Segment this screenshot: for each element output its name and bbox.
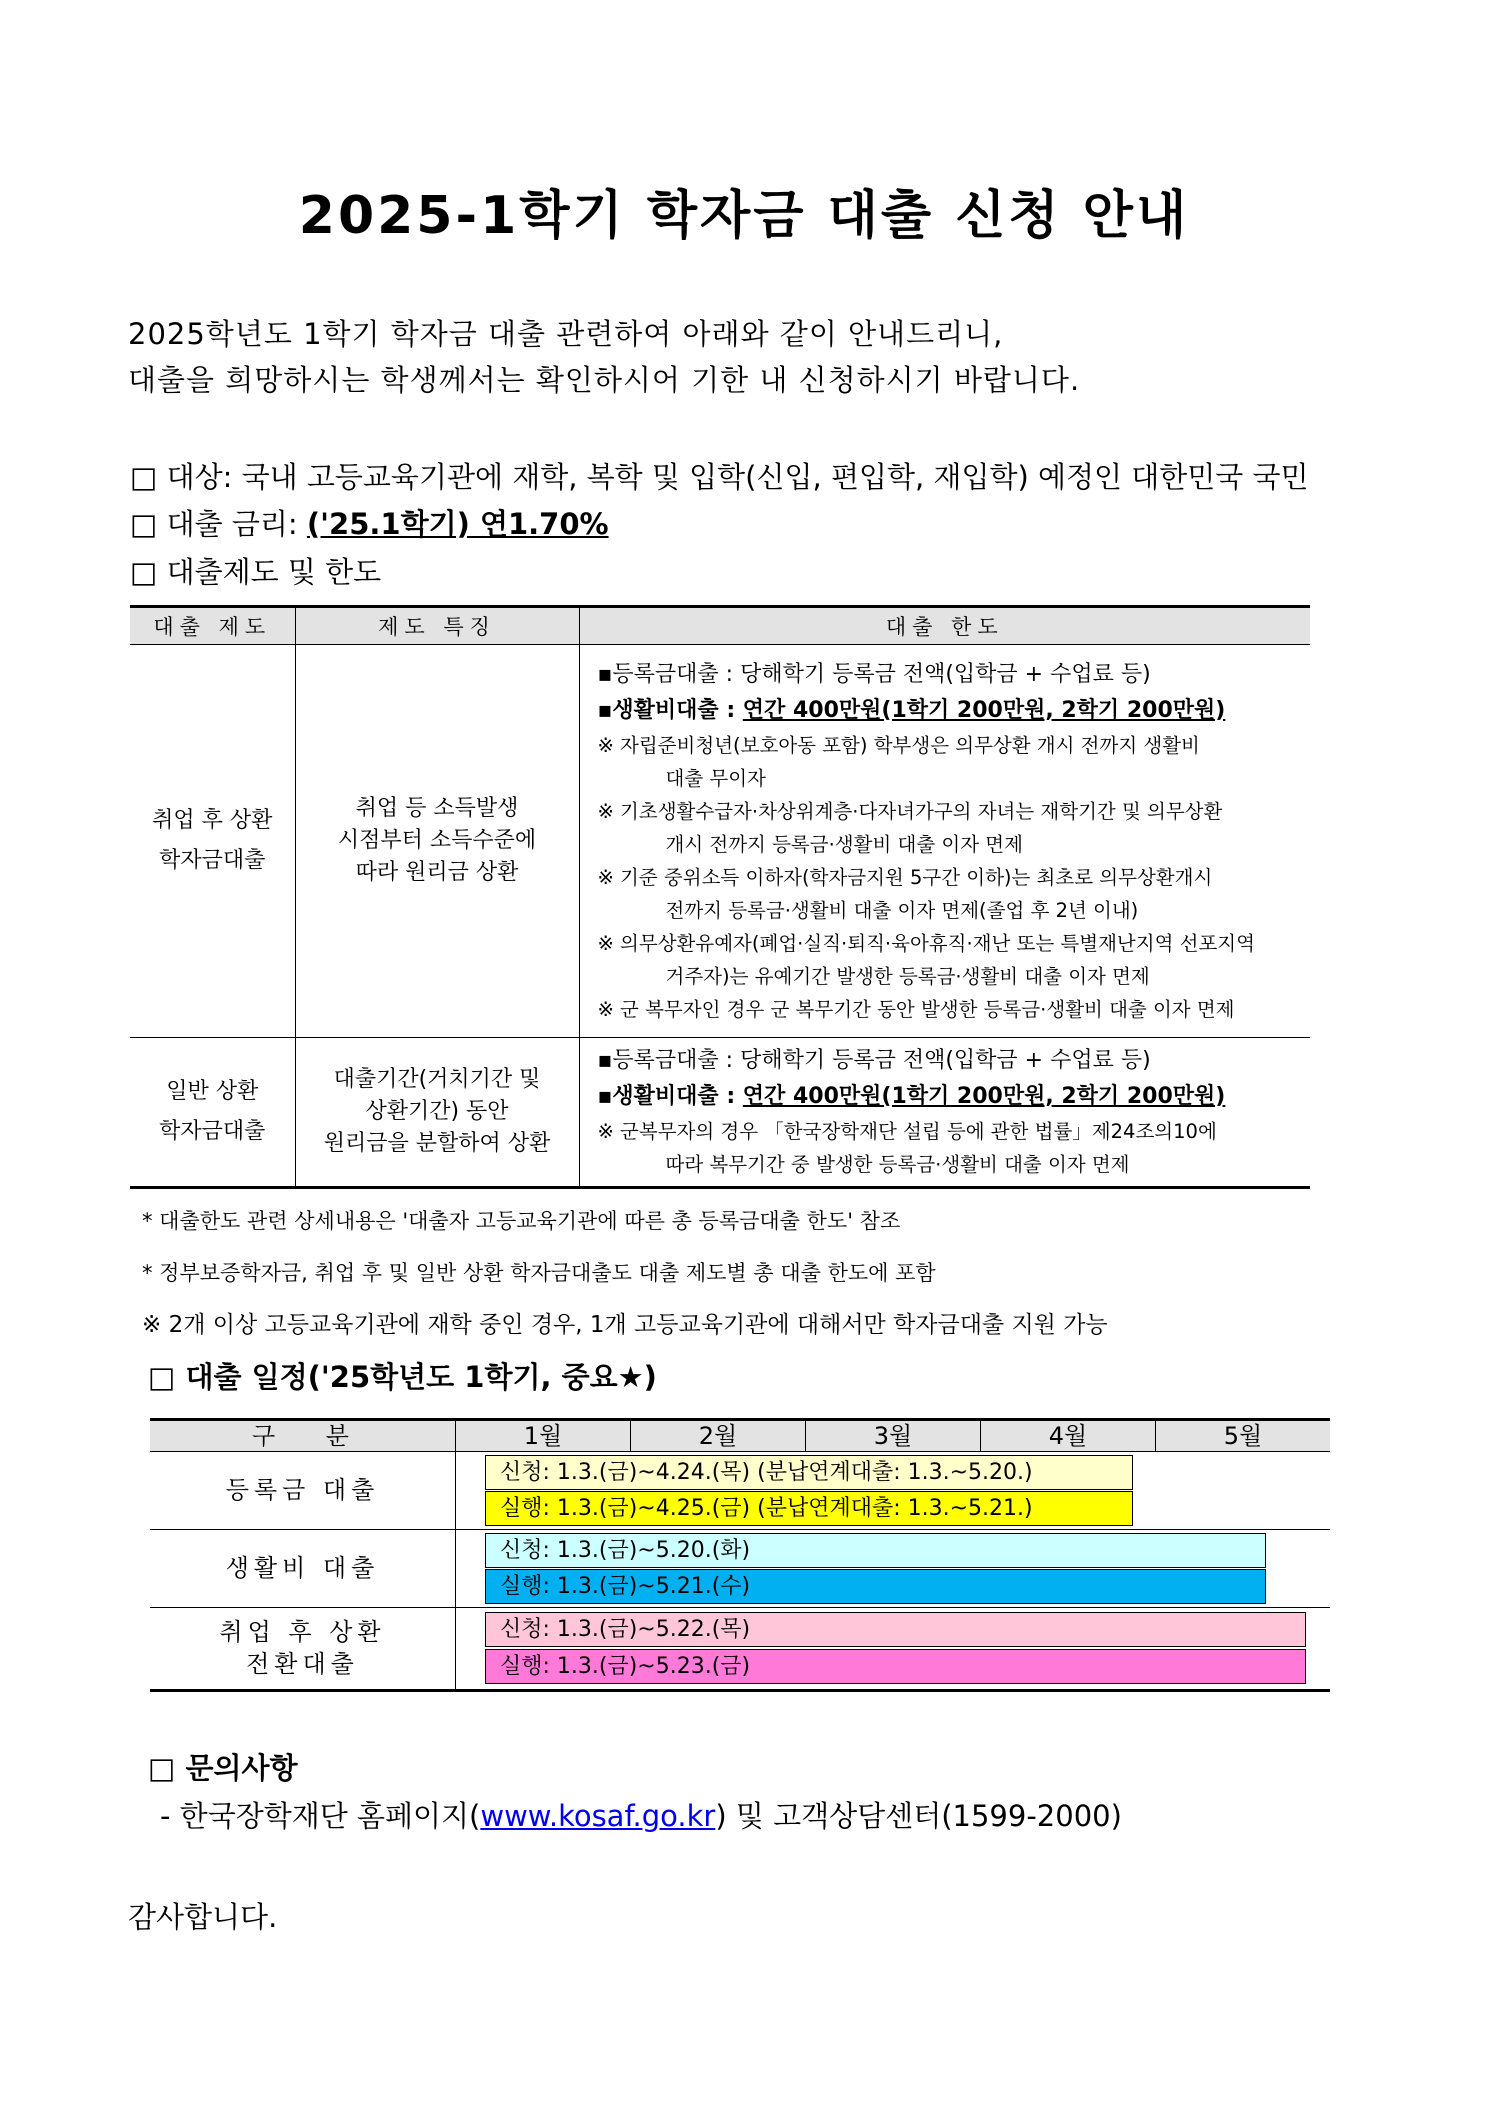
note-line: ※ 의무상환유예자(폐업·실직·퇴직·육아휴직·재난 또는 특별재난지역 선포지역 [597,931,1255,955]
note-line: ※ 기초생활수급자·차상위계층·다자녀가구의 자녀는 재학기간 및 의무상환 [597,799,1223,823]
schedule-row-rule [150,1607,1330,1608]
living-apply-period: 신청: 1.3.(금)~5.20.(화) [485,1533,1266,1568]
tuition-apply-period: 신청: 1.3.(금)~4.24.(목) (분납연계대출: 1.3.~5.20.) [485,1455,1133,1490]
closing-text: 감사합니다. [128,1900,278,1934]
limit-cell [579,645,1310,1038]
schedule-bottom-rule [150,1689,1330,1692]
schedule-col-header: 구 분 [150,1421,455,1451]
schedule-table [150,1418,1330,1692]
tuition-limit: ▪등록금대출 : 당해학기 등록금 전액(입학금 + 수업료 등) [597,1048,1151,1073]
living-label: ▪생활비대출 : [597,1084,743,1109]
conversion-apply-period: 신청: 1.3.(금)~5.22.(목) [485,1612,1306,1647]
living-value: 연간 400만원(1학기 200만원, 2학기 200만원) [742,697,1226,723]
loan-type-cell [130,1038,295,1188]
loan-type-line2: 학자금대출 [159,848,266,873]
schedule-row-label: 등록금 대출 [225,1476,380,1504]
loan-type-line2: 학자금대출 [159,1119,266,1144]
loan-system-table [130,605,1310,1189]
table-row [130,1038,1310,1188]
header-feature: 제도 특징 [295,607,579,645]
note-line: 전까지 등록금·생활비 대출 이자 면제(졸업 후 2년 이내) [665,898,1139,922]
note-line: 거주자)는 유예기간 발생한 등록금·생활비 대출 이자 면제 [665,964,1150,988]
footnote-3: ※ 2개 이상 고등교육기관에 재학 중인 경우, 1개 고등교육기관에 대해서만 학자금대출 지원 가능 [142,1312,1108,1338]
feature-line: 상환기간) 동안 [365,1099,509,1124]
feature-line: 원리금을 분할하여 상환 [323,1131,551,1156]
conversion-exec-period: 실행: 1.3.(금)~5.23.(금) [485,1649,1306,1684]
note-line: 개시 전까지 등록금·생활비 대출 이자 면제 [665,832,1023,856]
month-header: 5월 [1156,1421,1330,1451]
feature-cell [295,645,579,1038]
feature-cell [295,1038,579,1188]
schedule-row-label-2: 전환대출 [246,1650,359,1678]
feature-line: 취업 등 소득발생 [355,796,519,821]
limit-cell [579,1038,1310,1188]
month-header: 1월 [456,1421,630,1451]
rate-label: □ 대출 금리: [130,507,307,541]
header-limit: 대출 한도 [579,607,1310,645]
note-item [598,927,1305,993]
note-line: ※ 기준 중위소득 이하자(학자금지원 5구간 이하)는 최초로 의무상환개시 [597,865,1213,889]
schedule-col-rule [455,1421,456,1689]
schedule-row-rule [150,1529,1330,1530]
schedule-header-rule [150,1451,1330,1452]
loan-type-line1: 일반 상환 [166,1079,259,1104]
month-header: 3월 [806,1421,980,1451]
feature-line: 따라 원리금 상환 [355,860,519,885]
living-value: 연간 400만원(1학기 200만원, 2학기 200만원) [742,1084,1226,1109]
loan-type-cell [130,645,295,1038]
header-system: 대출 제도 [130,607,295,645]
rate-value: ('25.1학기) 연1.70% [306,507,609,541]
page-title: 2025-1학기 학자금 대출 신청 안내 [298,186,1190,246]
schedule-row-label: 취업 후 상환 [219,1618,386,1646]
intro-line-2: 대출을 희망하시는 학생께서는 확인하시어 기한 내 신청하시기 바랍니다. [128,363,1081,397]
note-line: 따라 복무기간 중 발생한 등록금·생활비 대출 이자 면제 [665,1153,1130,1176]
inquiry-heading: □ 문의사항 [148,1751,298,1785]
living-exec-period: 실행: 1.3.(금)~5.21.(수) [485,1569,1266,1604]
tuition-exec-period: 실행: 1.3.(금)~4.25.(금) (분납연계대출: 1.3.~5.21.) [485,1491,1133,1526]
rate-bullet [130,502,609,543]
note-item [598,861,1305,927]
note-line: ※ 군복무자의 경우 「한국장학재단 설립 등에 관한 법률」제24조의10에 [597,1120,1217,1143]
inquiry-prefix: - 한국장학재단 홈페이지( [160,1799,481,1833]
note-item [598,993,1305,1026]
inquiry-suffix: ) 및 고객상담센터(1599-2000) [715,1799,1122,1833]
note-line: ※ 군 복무자인 경우 군 복무기간 동안 발생한 등록금·생활비 대출 이자 면제 [597,997,1235,1021]
table-header-row [130,607,1310,645]
footnote-2: * 정부보증학자금, 취업 후 및 일반 상환 학자금대출도 대출 제도별 총 대출 한도에 포함 [142,1261,936,1285]
note-line: 대출 무이자 [665,766,766,790]
month-header: 4월 [981,1421,1155,1451]
living-limit [598,693,1305,729]
kosaf-link[interactable]: www.kosaf.go.kr [480,1799,716,1833]
living-label: ▪생활비대출 : [597,697,743,723]
tuition-limit: ▪등록금대출 : 당해학기 등록금 전액(입학금 + 수업료 등) [597,661,1151,687]
target-bullet: □ 대상: 국내 고등교육기관에 재학, 복학 및 입학(신입, 편입학, 재입학) 예정인 대한민국 국민 [130,460,1309,494]
footnote-1: * 대출한도 관련 상세내용은 '대출자 고등교육기관에 따른 총 등록금대출 한도' 참조 [142,1209,901,1233]
table-row [130,645,1310,1038]
system-bullet: □ 대출제도 및 한도 [130,555,382,589]
note-line: ※ 자립준비청년(보호아동 포함) 학부생은 의무상환 개시 전까지 생활비 [597,733,1200,757]
note-item [598,1115,1305,1181]
intro-line-1: 2025학년도 1학기 학자금 대출 관련하여 아래와 같이 안내드리니, [128,317,1004,351]
schedule-heading: □ 대출 일정('25학년도 1학기, 중요★) [148,1360,657,1394]
schedule-row-label: 생활비 대출 [225,1554,380,1582]
note-item [598,795,1305,861]
inquiry-line [160,1794,1122,1835]
living-limit [598,1079,1305,1115]
month-header: 2월 [631,1421,805,1451]
note-item [598,729,1305,795]
loan-type-line1: 취업 후 상환 [152,808,273,833]
feature-line: 시점부터 소득수준에 [337,828,537,853]
feature-line: 대출기간(거치기간 및 [333,1067,541,1092]
